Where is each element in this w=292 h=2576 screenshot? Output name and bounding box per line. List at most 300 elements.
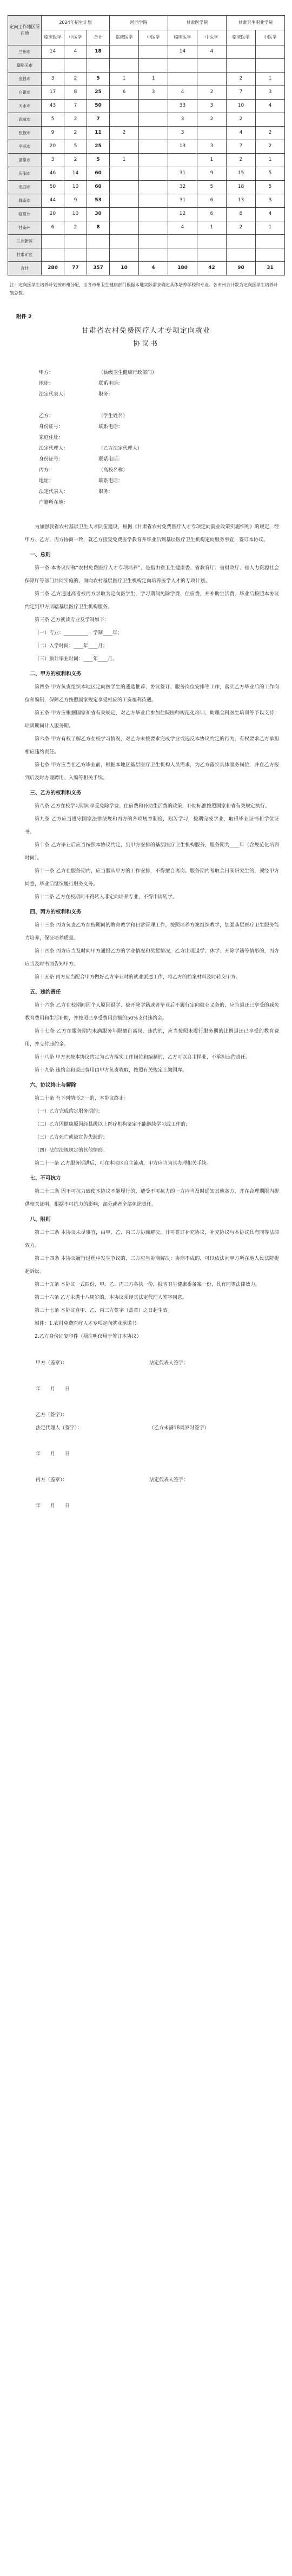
value-cell [139, 248, 168, 262]
party-row [39, 476, 277, 487]
value-cell: 5 [256, 181, 285, 194]
signature-row [25, 1409, 279, 1422]
table-row [8, 221, 285, 235]
value-cell: 10 [64, 181, 87, 194]
value-cell: 4 [168, 221, 197, 235]
value-cell: 3 [42, 154, 64, 167]
plan-table-body [8, 45, 285, 275]
value-cell: 25 [87, 140, 110, 154]
value-cell: 7 [87, 113, 110, 127]
value-cell: 30 [87, 208, 110, 221]
article-paragraph: 第十七条 乙方在服务期内未满服务年限擅自离岗、违约的，应当按照未履行服务期的比例退还已享受的教育费用，并支付违约金。 [25, 1029, 279, 1048]
article-paragraph: （一）乙方完成约定服务期的； [35, 1109, 103, 1115]
signature-right: （乙方未满18周岁时签字） [149, 1425, 209, 1431]
region-cell: 武威市 [8, 113, 42, 127]
value-cell: 5 [197, 181, 227, 194]
signature-right: 法定代表人签字： [149, 1477, 189, 1483]
article-paragraph: （四）法律法规规定的其他情形。 [35, 1148, 108, 1154]
plan-subheader: 合计 [87, 30, 110, 45]
signature-left: 年 月 日 [36, 1503, 70, 1509]
value-cell: 32 [168, 181, 197, 194]
value-cell [110, 140, 139, 154]
region-cell: 陇南市 [8, 194, 42, 208]
value-cell [110, 208, 139, 221]
table-row [8, 59, 285, 73]
college-subheader: 临床医学 [227, 30, 256, 45]
value-cell [197, 235, 227, 248]
value-cell: 4 [139, 262, 168, 275]
signature-row [25, 1461, 279, 1474]
party-field-value: （学生姓名） [98, 413, 128, 419]
value-cell [139, 194, 168, 208]
value-cell: 1 [197, 154, 227, 167]
party-field-label: 法定代表人： [39, 489, 69, 495]
table-corner-header: 定向工作地区所在地 [8, 16, 42, 45]
region-cell: 平凉市 [8, 140, 42, 154]
value-cell: 4 [168, 86, 197, 100]
enrollment-plan-table [8, 15, 285, 275]
value-cell: 5 [64, 140, 87, 154]
annex-label: 附件 2 [16, 314, 32, 320]
article-item: （一）专业：__________，学制____年； [35, 630, 123, 636]
plan-subheader: 中医学 [64, 30, 87, 45]
value-cell: 77 [64, 262, 87, 275]
table-row [8, 100, 285, 113]
agreement-subtitle: 协议书 [132, 340, 159, 349]
party-field-label: 身份证号： [39, 457, 64, 463]
value-cell: 18 [87, 45, 110, 59]
value-cell: 1 [110, 73, 139, 86]
article-paragraph: 第十三条 丙方负责乙方在校期间的教育教学和日常管理工作，按照培养方案组织教学，加强基层医疗卫生服务能力培养，保证培养质量。 [25, 923, 279, 942]
party-field-label: 丙方： [39, 468, 54, 474]
table-row [8, 154, 285, 167]
value-cell: 60 [87, 181, 110, 194]
value-cell [227, 248, 256, 262]
value-cell: 53 [87, 194, 110, 208]
value-cell: 9 [197, 167, 227, 181]
article-paragraph: （二）乙方因健康原因经县级以上医疗机构鉴定不能继续学习或工作的； [35, 1122, 191, 1128]
party-row [39, 487, 277, 498]
value-cell: 5 [87, 73, 110, 86]
value-cell [110, 167, 139, 181]
value-cell [227, 59, 256, 73]
party-row [39, 411, 277, 422]
section-heading: 三、乙方的权利和义务 [30, 790, 82, 797]
value-cell [87, 235, 110, 248]
section-heading: 二、甲方的权利和义务 [30, 671, 82, 678]
value-cell [168, 235, 197, 248]
region-cell: 张掖市 [8, 127, 42, 140]
value-cell [139, 154, 168, 167]
value-cell [256, 248, 285, 262]
value-cell [110, 221, 139, 235]
party-field-label: 法定代理人： [39, 446, 69, 452]
region-cell: 白银市 [8, 86, 42, 100]
table-row [8, 248, 285, 262]
value-cell: 1 [256, 73, 285, 86]
party-field-value: 职务： [98, 489, 114, 495]
article-paragraph: 第十条 乙方毕业后应当按照本协议约定，到甲方安排的基层医疗卫生机构服务，服务期为____年（含规范化培训时间）。 [25, 843, 279, 862]
value-cell: 2 [64, 221, 87, 235]
value-cell [42, 235, 64, 248]
value-cell: 14 [168, 45, 197, 59]
party-field-value: （高校名称） [98, 468, 128, 474]
plan-group-header: 2024年招生计划 [42, 16, 110, 30]
value-cell: 5 [256, 167, 285, 181]
value-cell [227, 235, 256, 248]
signature-row [25, 1422, 279, 1435]
region-cell: 酒泉市 [8, 154, 42, 167]
college-subheader: 临床医学 [110, 30, 139, 45]
table-row [8, 262, 285, 275]
signature-left: 丙方（盖章）： [36, 1477, 68, 1483]
value-cell [64, 59, 87, 73]
value-cell: 50 [42, 181, 64, 194]
value-cell: 20 [42, 208, 64, 221]
article-paragraph: 第二十三条 本协议未尽事宜，由甲、乙、丙三方协商解决，并可签订补充协议，补充协议与本协议具有同等法律效力。 [25, 1230, 279, 1249]
value-cell [256, 45, 285, 59]
value-cell [139, 221, 168, 235]
value-cell: 42 [197, 262, 227, 275]
value-cell: 25 [87, 86, 110, 100]
college-subheader: 临床医学 [168, 30, 197, 45]
signature-left: 年 月 日 [36, 1386, 70, 1392]
value-cell [197, 73, 227, 86]
value-cell [110, 113, 139, 127]
value-cell [139, 140, 168, 154]
value-cell: 2 [197, 113, 227, 127]
value-cell: 2 [227, 73, 256, 86]
value-cell: 11 [87, 127, 110, 140]
region-cell: 甘肃矿区 [8, 248, 42, 262]
party-row [39, 455, 277, 465]
party-row [39, 433, 277, 444]
value-cell [110, 235, 139, 248]
section-heading: 七、不可抗力 [30, 1175, 61, 1182]
value-cell: 33 [168, 100, 197, 113]
table-row [8, 167, 285, 181]
college-header-gansu-medical: 甘肃医学院 [168, 16, 227, 30]
value-cell: 31 [256, 262, 285, 275]
value-cell [87, 248, 110, 262]
value-cell [42, 248, 64, 262]
article-item: （三）预计毕业时间：____年____月。 [35, 656, 118, 662]
value-cell: 14 [42, 45, 64, 59]
article-paragraph: 第二十七条 本协议自甲、乙、丙三方签字（盖章）之日起生效。 [35, 1308, 172, 1314]
value-cell: 1 [139, 73, 168, 86]
value-cell [139, 45, 168, 59]
value-cell: 1 [197, 221, 227, 235]
table-row [8, 127, 285, 140]
value-cell [64, 248, 87, 262]
article-paragraph: 第十八条 甲方未按本协议约定为乙方落实工作岗位和编制的，乙方可以自主择业，不承担违约责任。 [35, 1055, 250, 1061]
value-cell [139, 127, 168, 140]
party-field-label: 甲方： [39, 370, 54, 376]
value-cell: 50 [87, 100, 110, 113]
article-paragraph: 附件：1.农村免费医疗人才专项定向就业承诺书 [35, 1321, 137, 1327]
value-cell: 31 [168, 167, 197, 181]
value-cell: 2 [110, 127, 139, 140]
section-heading: 五、违约责任 [30, 989, 61, 996]
value-cell: 6 [197, 208, 227, 221]
value-cell: 3 [139, 86, 168, 100]
value-cell: 44 [42, 194, 64, 208]
article-paragraph: 第二十五条 本协议一式四份，甲、乙、丙三方各执一份，报省卫生健康委备案一份，具有同等法律效力。 [35, 1282, 260, 1288]
value-cell: 9 [64, 194, 87, 208]
value-cell: 10 [64, 208, 87, 221]
value-cell: 7 [227, 86, 256, 100]
party-field-label: 乙方： [39, 413, 54, 419]
region-cell: 合计 [8, 262, 42, 275]
region-cell: 庆阳市 [8, 167, 42, 181]
value-cell [256, 235, 285, 248]
value-cell: 4 [197, 45, 227, 59]
article-paragraph: 第一条 本协议所称“农村免费医疗人才专项培养”，是指由省卫生健康委、省教育厅、省财政厅、省人力资源社会保障厅等部门共同实施的，面向农村基层医疗卫生机构定向培养医学人才的专项计划。 [25, 566, 279, 584]
value-cell: 43 [42, 100, 64, 113]
article-paragraph: 第二十六条 乙方未满十八周岁的，本协议须经其法定代理人签字同意。 [35, 1295, 187, 1301]
value-cell: 3 [197, 100, 227, 113]
article-paragraph: 第八条 乙方在校学习期间享受免除学费、住宿费和补助生活费的政策，补助标准按照国家和省有关规定执行。 [35, 804, 270, 810]
college-subheader: 中医学 [256, 30, 285, 45]
table-row [8, 181, 285, 194]
signature-row [25, 1383, 279, 1396]
value-cell: 10 [110, 262, 139, 275]
table-row [8, 86, 285, 100]
value-cell [110, 181, 139, 194]
college-header-gansu-health: 甘肃卫生职业学院 [227, 16, 285, 30]
article-paragraph: 2.乙方身份证复印件（须注明仅用于签订本协议） [35, 1334, 142, 1340]
region-cell: 天水市 [8, 100, 42, 113]
value-cell [227, 45, 256, 59]
region-cell: 金昌市 [8, 73, 42, 86]
value-cell [64, 235, 87, 248]
party-info-block [39, 368, 277, 509]
region-cell: 临夏州 [8, 208, 42, 221]
party-row [39, 368, 277, 379]
value-cell [168, 73, 197, 86]
college-subheader: 中医学 [197, 30, 227, 45]
table-note: 注：定向医学生培养计划按市州分配，由各市州卫生健康部门根据本地实际需求确定具体培养学校和专业。各市州合计数为定向医学生培养计划总数。 [10, 282, 278, 296]
article-item: （二）入学时间：____年____月； [35, 643, 108, 649]
party-field-value: （县级卫生健康行政部门） [98, 370, 157, 376]
article-paragraph: 第十六条 乙方在校期间因个人原因退学、被开除学籍或者毕业后不履行定向就业义务的，应当退还已享受的减免教育费用和生活补助，并按照已享受费用总额的50%支付违约金。 [25, 1003, 279, 1022]
value-cell: 6 [42, 221, 64, 235]
region-cell: 兰州新区 [8, 235, 42, 248]
section-heading: 一、总则 [30, 552, 51, 558]
value-cell: 90 [227, 262, 256, 275]
article-paragraph: （三）乙方死亡或被宣告失踪的； [35, 1135, 108, 1141]
signature-row [25, 1500, 279, 1513]
party-field-value: 联系电话： [98, 381, 123, 387]
value-cell: 3 [168, 113, 197, 127]
signature-row [25, 1474, 279, 1487]
article-paragraph: 第六条 甲方有权了解乙方在校学习情况，对乙方未按要求完成学业或违反本协议约定的行为，有权要求乙方承担相应违约责任。 [25, 737, 279, 755]
party-row [39, 390, 277, 400]
article-paragraph: 第二条 乙方通过高考被丙方录取为定向医学生，学习期间免除学费、住宿费，并补助生活费，毕业后按照本协议约定到甲方所辖基层医疗卫生机构服务。 [25, 592, 279, 610]
article-paragraph: 第二十一条 乙方服务期满后，可在本地区自主流动，甲方应当为其办理相关手续。 [35, 1161, 211, 1167]
party-field-value: 联系电话： [98, 478, 123, 484]
value-cell [256, 59, 285, 73]
party-field-label: 法定代表人： [39, 392, 69, 398]
value-cell [139, 100, 168, 113]
value-cell [197, 59, 227, 73]
party-field-label: 身份证号： [39, 424, 64, 430]
value-cell [197, 248, 227, 262]
party-row [39, 465, 277, 476]
value-cell: 4 [227, 127, 256, 140]
region-cell: 嘉峪关市 [8, 59, 42, 73]
value-cell: 4 [256, 208, 285, 221]
section-heading: 六、协议终止与解除 [30, 1082, 77, 1089]
value-cell: 15 [227, 167, 256, 181]
region-cell: 甘南州 [8, 221, 42, 235]
value-cell [168, 248, 197, 262]
value-cell: 6 [197, 194, 227, 208]
signature-block [25, 1357, 279, 1513]
signature-right: 法定代表人签字： [149, 1361, 189, 1366]
article-paragraph: 第四条 甲方负责组织本地区定向医学生的遴选推荐、协议签订、服务岗位安排等工作，落实乙方毕业后的工作岗位和编制，保障乙方按照国家规定享受相应的工资福利待遇。 [25, 685, 279, 704]
value-cell: 46 [42, 167, 64, 181]
value-cell: 31 [168, 194, 197, 208]
value-cell [139, 235, 168, 248]
college-subheader: 中医学 [139, 30, 168, 45]
table-row [8, 235, 285, 248]
value-cell: 2 [256, 140, 285, 154]
value-cell: 17 [42, 86, 64, 100]
signature-left: 甲方（盖章）： [36, 1361, 68, 1366]
region-cell: 定西市 [8, 181, 42, 194]
value-cell: 2 [64, 127, 87, 140]
value-cell: 280 [42, 262, 64, 275]
value-cell: 7 [227, 140, 256, 154]
party-row [39, 400, 277, 411]
value-cell: 2 [64, 113, 87, 127]
table-row [8, 45, 285, 59]
preamble-paragraph: 为加强我省农村基层卫生人才队伍建设，根据《甘肃省农村免费医疗人才专项定向就业政策实施细则》的规定，经甲方、乙方、丙方协商一致，就乙方接受免费医学教育并毕业后到基层医疗卫生机构定向服务事宜，签订本协议。 [25, 524, 279, 543]
party-field-value: （乙方法定代理人） [98, 446, 143, 452]
article-paragraph: 第三条 乙方就读专业及学制如下： [35, 617, 109, 623]
value-cell: 8 [87, 221, 110, 235]
plan-subheader: 临床医学 [42, 30, 64, 45]
article-paragraph: 第二十二条 因不可抗力致使本协议不能履行的，遭受不可抗力的一方应当及时通知其他各方，并在合理期限内提供相关证明，根据不可抗力的影响，部分或者全部免除责任。 [25, 1189, 279, 1208]
party-row [39, 422, 277, 433]
value-cell [110, 248, 139, 262]
value-cell: 3 [197, 140, 227, 154]
signature-row [25, 1448, 279, 1461]
value-cell: 9 [42, 127, 64, 140]
article-paragraph: 第十四条 丙方应当及时向甲方通报乙方的学业情况和奖惩情况，乙方出现退学、休学、开除学籍等情形的，丙方应当及时书面告知甲方。 [25, 949, 279, 968]
value-cell [139, 167, 168, 181]
value-cell: 13 [227, 194, 256, 208]
value-cell: 2 [256, 127, 285, 140]
value-cell: 1 [256, 221, 285, 235]
value-cell: 4 [256, 100, 285, 113]
value-cell: 3 [42, 73, 64, 86]
article-paragraph: 第七条 甲方应当在乙方毕业前，根据本地区基层医疗卫生机构人员需求，为乙方落实具体服务岗位，并在乙方报到后及时办理聘用、入编等相关手续。 [25, 763, 279, 781]
value-cell: 7 [64, 100, 87, 113]
signature-row [25, 1435, 279, 1448]
table-row [8, 140, 285, 154]
article-paragraph: 第二十条 有下列情形之一的，本协议终止： [35, 1096, 129, 1102]
signature-row [25, 1487, 279, 1500]
party-field-label: 家庭住址： [39, 435, 64, 441]
value-cell: 12 [168, 208, 197, 221]
value-cell [168, 154, 197, 167]
value-cell: 4 [64, 45, 87, 59]
signature-row [25, 1396, 279, 1409]
value-cell: 14 [64, 167, 87, 181]
value-cell: 5 [87, 154, 110, 167]
value-cell: 8 [64, 86, 87, 100]
college-header-hexi: 河西学院 [110, 16, 168, 30]
value-cell: 13 [168, 140, 197, 154]
party-field-label: 地址： [39, 381, 54, 387]
value-cell: 18 [227, 181, 256, 194]
value-cell: 2 [227, 154, 256, 167]
party-row [39, 498, 277, 509]
signature-row [25, 1370, 279, 1383]
value-cell: 10 [227, 100, 256, 113]
value-cell: 3 [256, 86, 285, 100]
section-heading: 四、丙方的权利和义务 [30, 909, 82, 916]
party-row [39, 444, 277, 455]
table-row [8, 208, 285, 221]
value-cell: 5 [42, 113, 64, 127]
value-cell: 2 [64, 154, 87, 167]
value-cell: 60 [87, 167, 110, 181]
signature-left: 年 月 日 [36, 1451, 70, 1457]
value-cell: 180 [168, 262, 197, 275]
party-field-value: 联系电话： [98, 457, 123, 463]
article-paragraph: 第十二条 乙方在校期间不得转入非定向培养专业，不得申请转学。 [35, 895, 177, 901]
agreement-body [25, 521, 279, 1343]
value-cell: 20 [42, 140, 64, 154]
value-cell [42, 59, 64, 73]
agreement-title: 甘肃省农村免费医疗人才专项定向就业 [81, 327, 210, 336]
value-cell [110, 59, 139, 73]
value-cell: 6 [110, 86, 139, 100]
value-cell [197, 127, 227, 140]
value-cell: 2 [197, 86, 227, 100]
value-cell: 8 [227, 208, 256, 221]
value-cell: 3 [256, 194, 285, 208]
value-cell [168, 59, 197, 73]
value-cell: 357 [87, 262, 110, 275]
party-field-value: 职务： [98, 392, 114, 398]
signature-left: 法定代理人（签字）： [36, 1425, 82, 1431]
value-cell: 1 [110, 154, 139, 167]
value-cell: 2 [227, 221, 256, 235]
signature-row [25, 1357, 279, 1370]
party-field-label: 地址： [39, 478, 54, 484]
article-paragraph: 第五条 甲方应根据国家和省有关规定，对乙方毕业后参加住院医师规范化培训、助理全科医生培训等予以支持，培训期间计入服务期。 [25, 711, 279, 730]
article-paragraph: 第九条 乙方应当遵守国家法律法规和丙方的各项规章制度，刻苦学习，按期完成学业，取得毕业证书和学位证书。 [25, 817, 279, 836]
table-row [8, 194, 285, 208]
value-cell [139, 208, 168, 221]
value-cell: 3 [168, 127, 197, 140]
value-cell: 1 [256, 154, 285, 167]
value-cell: 2 [64, 73, 87, 86]
article-paragraph: 第十九条 违约金和退还费用由甲方负责收取，按照有关规定上缴国库。 [35, 1068, 187, 1074]
section-heading: 八、附则 [30, 1217, 51, 1223]
value-cell [256, 113, 285, 127]
party-field-label: 户籍所在地： [39, 500, 69, 506]
party-row [39, 379, 277, 390]
value-cell [139, 113, 168, 127]
value-cell [110, 100, 139, 113]
value-cell [139, 181, 168, 194]
signature-left: 乙方（签字）： [36, 1412, 68, 1418]
